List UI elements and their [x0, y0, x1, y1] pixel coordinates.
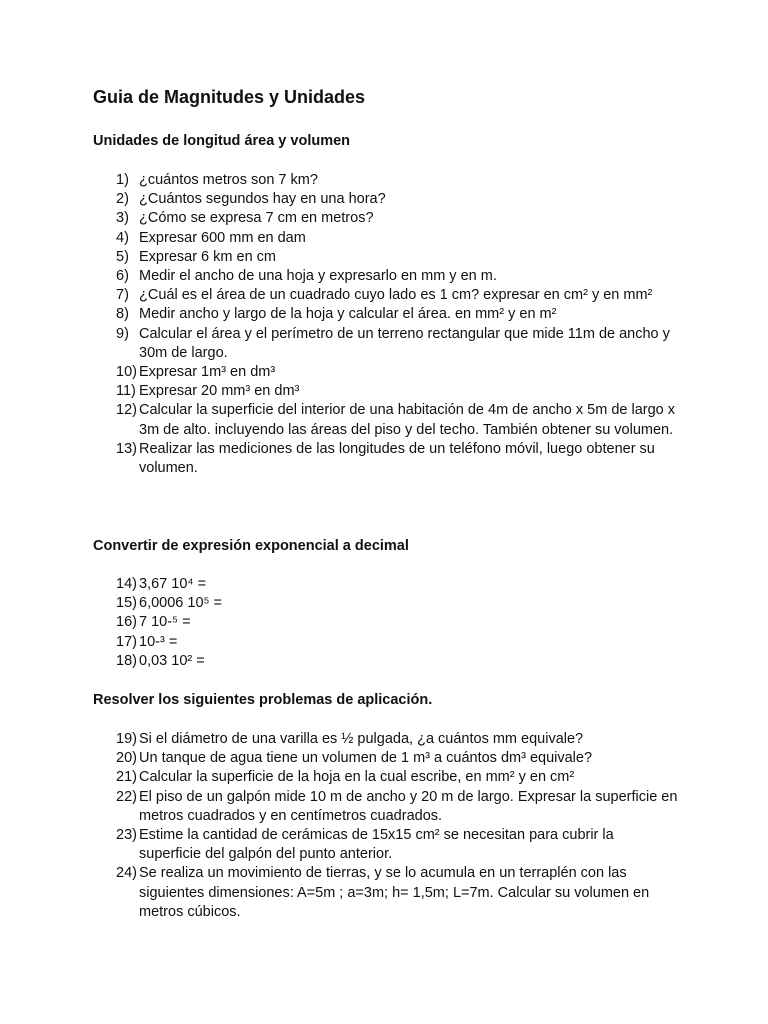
item-text: Se realiza un movimiento de tierras, y se lo acumula en un terraplén con las siguientes dimensiones: A=5m ; a=3m; h= 1,5m; L=7m. Calcular su volumen en metros cúbicos.: [139, 865, 650, 920]
item-number: 18): [116, 652, 137, 669]
item-text: Estime la cantidad de cerámicas de 15x15 cm² se necesitan para cubrir la superficie del galpón del punto anterior.: [139, 827, 614, 863]
item-text: 0,03 10² =: [139, 652, 205, 669]
item-number: 14): [116, 576, 137, 592]
list-item: [0, 633, 679, 652]
item-text: ¿Cuál es el área de un cuadrado cuyo lado es 1 cm? expresar en cm² y en mm²: [139, 287, 653, 304]
list-item: [0, 730, 679, 749]
item-text: Calcular la superficie del interior de una habitación de 4m de ancho x 5m de largo x 3m de alto. incluyendo las áreas del piso y del techo. También obtener su volumen.: [139, 402, 676, 438]
list-item: [0, 248, 679, 267]
list-item: [0, 575, 679, 594]
section-heading-problems: Resolver los siguientes problemas de aplicación.: [93, 692, 433, 708]
item-text: Realizar las mediciones de las longitudes de un teléfono móvil, luego obtener su volumen.: [139, 440, 655, 477]
item-text: 10-³ =: [139, 633, 178, 650]
item-text: ¿cuántos metros son 7 km?: [139, 172, 318, 188]
item-text: Medir el ancho de una hoja y expresarlo en mm y en m.: [139, 268, 497, 285]
item-number: 12): [116, 402, 137, 419]
item-number: 2): [116, 191, 129, 208]
item-number: 16): [116, 614, 137, 631]
list-item: [0, 864, 679, 922]
item-text: Expresar 600 mm en dam: [139, 229, 306, 246]
item-number: 3): [116, 210, 129, 227]
list-item: [0, 286, 679, 305]
item-number: 5): [116, 248, 129, 265]
list-item: [0, 788, 679, 826]
list-item: [0, 325, 679, 363]
item-text: Expresar 1m³ en dm³: [139, 364, 276, 381]
list-item: [0, 440, 679, 478]
item-text: Calcular el área y el perímetro de un terreno rectangular que mide 11m de ancho y 30m de largo.: [139, 325, 670, 361]
item-number: 1): [116, 172, 129, 188]
question-list-exponential: [0, 575, 679, 671]
list-item: [0, 171, 679, 190]
list-item: [0, 267, 679, 286]
item-number: 19): [116, 731, 137, 747]
item-text: ¿Cómo se expresa 7 cm en metros?: [139, 210, 374, 227]
item-number: 15): [116, 595, 137, 612]
section-heading-units: Unidades de longitud área y volumen: [93, 133, 351, 149]
item-number: 7): [116, 287, 129, 304]
item-number: 8): [116, 306, 129, 323]
item-number: 21): [116, 769, 137, 786]
list-item: [0, 594, 679, 613]
item-text: Expresar 20 mm³ en dm³: [139, 383, 300, 400]
list-item: [0, 749, 679, 768]
item-text: El piso de un galpón mide 10 m de ancho y 20 m de largo. Expresar la superficie en metros cuadrados y en centímetros cuadrados.: [139, 788, 678, 824]
item-text: Expresar 6 km en cm: [139, 248, 276, 265]
item-text: 3,67 10⁴ =: [139, 576, 207, 592]
list-item: [0, 613, 679, 632]
item-number: 13): [116, 440, 137, 457]
list-item: [0, 305, 679, 324]
list-item: [0, 652, 679, 671]
item-text: Si el diámetro de una varilla es ½ pulgada, ¿a cuántos mm equivale?: [139, 731, 584, 747]
item-number: 23): [116, 827, 137, 844]
item-number: 6): [116, 268, 129, 285]
question-list-problems: [0, 730, 679, 922]
item-text: 6,0006 10⁵ =: [139, 595, 223, 612]
item-number: 22): [116, 788, 137, 805]
list-item: [0, 382, 679, 401]
list-item: [0, 190, 679, 209]
list-item: [0, 229, 679, 248]
item-number: 10): [116, 364, 137, 381]
item-text: Un tanque de agua tiene un volumen de 1 m³ a cuántos dm³ equivale?: [139, 750, 593, 767]
item-text: Medir ancho y largo de la hoja y calcular el área. en mm² y en m²: [139, 306, 557, 323]
item-number: 4): [116, 229, 129, 246]
list-item: [0, 363, 679, 382]
list-item: [0, 768, 679, 787]
list-item: [0, 209, 679, 228]
item-text: 7 10-⁵ =: [139, 614, 191, 631]
item-number: 9): [116, 325, 129, 342]
section-heading-exponential: Convertir de expresión exponencial a decimal: [93, 538, 409, 554]
item-text: Calcular la superficie de la hoja en la cual escribe, en mm² y en cm²: [139, 769, 575, 786]
list-item: [0, 826, 679, 864]
item-number: 11): [116, 383, 136, 400]
list-item: [0, 401, 679, 439]
item-number: 17): [116, 633, 137, 650]
page-title: Guia de Magnitudes y Unidades: [93, 87, 366, 107]
item-number: 20): [116, 750, 137, 767]
question-list-units: [0, 171, 679, 478]
item-text: ¿Cuántos segundos hay en una hora?: [139, 191, 386, 208]
item-number: 24): [116, 865, 137, 882]
